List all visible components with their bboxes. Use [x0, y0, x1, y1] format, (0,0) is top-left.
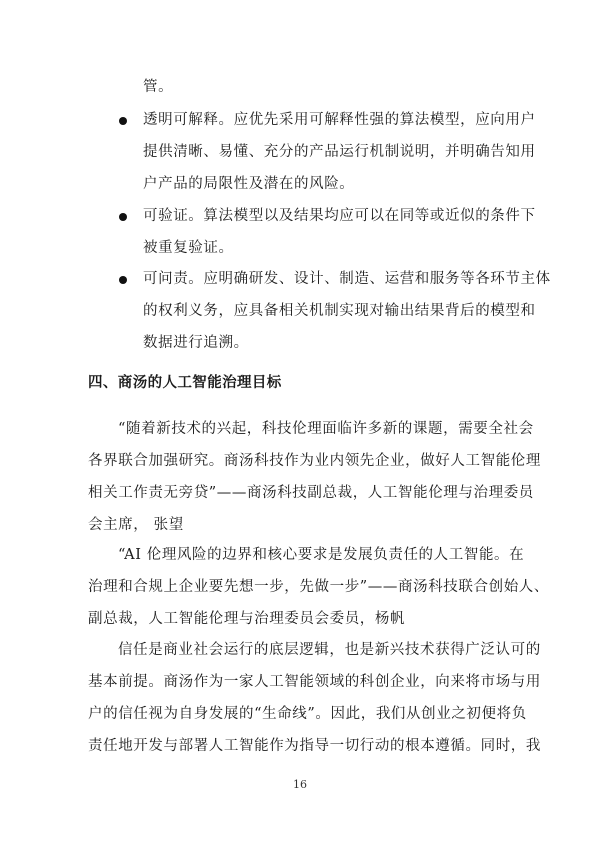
bullet-2-line-1: 可验证。算法模型以及结果均应可以在同等或近似的条件下 — [143, 208, 536, 224]
paragraph-3-line-4: 责任地开发与部署人工智能作为指导一切行动的根本遵循。同时，我 — [88, 738, 541, 754]
bullet-2-line-2: 被重复验证。 — [143, 240, 234, 256]
paragraph-1-line-1: “随着新技术的兴起，科技伦理面临许多新的课题，需要全社会 — [118, 421, 534, 437]
bullet-1-line-3: 户产品的局限性及潜在的风险。 — [143, 176, 355, 192]
paragraph-1-line-2: 各界联合加强研究。商汤科技作为业内领先企业，做好人工智能伦理 — [88, 453, 541, 469]
bullet-icon — [119, 117, 127, 125]
paragraph-1-line-3: 相关工作责无旁贷”——商汤科技副总裁，人工智能伦理与治理委员 — [88, 485, 534, 501]
paragraph-2-line-1: “AI 伦理风险的边界和核心要求是发展负责任的人工智能。在 — [118, 547, 525, 563]
bullet-icon — [119, 213, 127, 221]
paragraph-2-line-3: 副总裁，人工智能伦理与治理委员会委员，杨帆 — [88, 611, 406, 627]
paragraph-3-line-1: 信任是商业社会运行的底层逻辑，也是新兴技术获得广泛认可的 — [118, 642, 541, 658]
bullet-icon — [119, 276, 127, 284]
paragraph-1-line-4: 会主席， 张望 — [88, 517, 184, 533]
page-number: 16 — [293, 778, 307, 791]
paragraph-3-line-2: 基本前提。商汤作为一家人工智能领域的科创企业，向来将市场与用 — [88, 674, 541, 690]
paragraph-3-line-3: 户的信任视为自身发展的“生命线”。因此，我们从创业之初便将负 — [88, 706, 527, 722]
bullet-3-line-3: 数据进行追溯。 — [143, 335, 249, 351]
section-heading: 四、商汤的人工智能治理目标 — [88, 375, 282, 391]
bullet-1-line-1: 透明可解释。应优先采用可解释性强的算法模型，应向用户 — [143, 112, 536, 128]
paragraph-2-line-2: 治理和合规上企业要先想一步，先做一步”——商汤科技联合创始人、 — [88, 579, 550, 595]
bullet-3-line-2: 的权利义务，应具备相关机制实现对输出结果背后的模型和 — [143, 303, 536, 319]
bullet-3-line-1: 可问责。应明确研发、设计、制造、运营和服务等各环节主体 — [143, 271, 551, 287]
continuation-line: 管。 — [143, 79, 174, 95]
bullet-1-line-2: 提供清晰、易懂、充分的产品运行机制说明，并明确告知用 — [143, 144, 536, 160]
